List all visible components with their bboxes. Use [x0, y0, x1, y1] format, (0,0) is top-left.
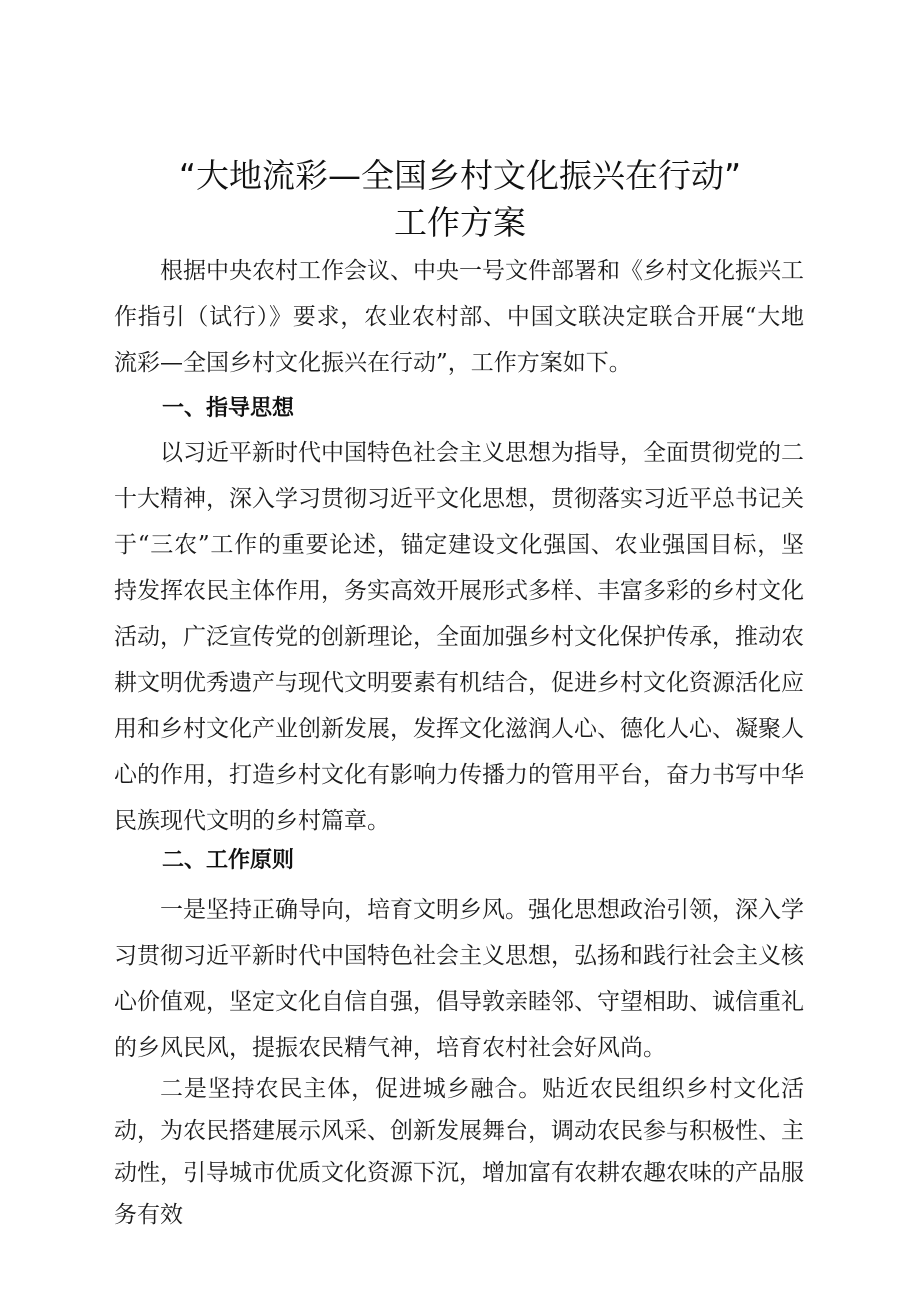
section-2-body-principle-1 — [114, 887, 804, 1071]
principle-1-paragraph: 一是坚持正确导向，培育文明乡风。强化思想政治引领，深入学习贯彻习近平新时代中国特色社会主义思想，弘扬和践行社会主义核心价值观，坚定文化自信自强，倡导敦亲睦邻、守望相助、诚信重礼的乡风民风，提振农民精气神，培育农村社会好风尚。 — [114, 897, 804, 1061]
section-2-body-principle-2 — [114, 1068, 804, 1236]
document-title-line1: “大地流彩—全国乡村文化振兴在行动” — [178, 156, 742, 195]
section-1-paragraph: 以习近平新时代中国特色社会主义思想为指导，全面贯彻党的二十大精神，深入学习贯彻习近平文化思想，贯彻落实习近平总书记关于“三农”工作的重要论述，锚定建设文化强国、农业强国目标，坚持发挥农民主体作用，务实高效开展形式多样、丰富多彩的乡村文化活动，广泛宣传党的创新理论，全面加强乡村文化保护传承，推动农耕文明优秀遗产与现代文明要素有机结合，促进乡村文化资源活化应用和乡村文化产业创新发展，发挥文化滋润人心、德化人心、凝聚人心的作用，打造乡村文化有影响力传播力的管用平台，奋力书写中华民族现代文明的乡村篇章。 — [114, 440, 804, 834]
section-heading-guiding-ideology: 一、指导思想 — [162, 396, 295, 421]
principle-2-paragraph: 二是坚持农民主体，促进城乡融合。贴近农民组织乡村文化活动，为农民搭建展示风采、创新发展舞台，调动农民参与积极性、主动性，引导城市优质文化资源下沉，增加富有农耕农趣农味的产品服务有效 — [114, 1076, 804, 1228]
intro-block — [114, 248, 804, 386]
section-1-body — [114, 430, 804, 844]
section-heading-work-principles: 二、工作原则 — [162, 848, 295, 873]
intro-paragraph: 根据中央农村工作会议、中央一号文件部署和《乡村文化振兴工作指引（试行）》要求，农业农村部、中国文联决定联合开展“大地流彩—全国乡村文化振兴在行动”，工作方案如下。 — [114, 258, 804, 376]
document-title-line2: 工作方案 — [394, 203, 526, 242]
